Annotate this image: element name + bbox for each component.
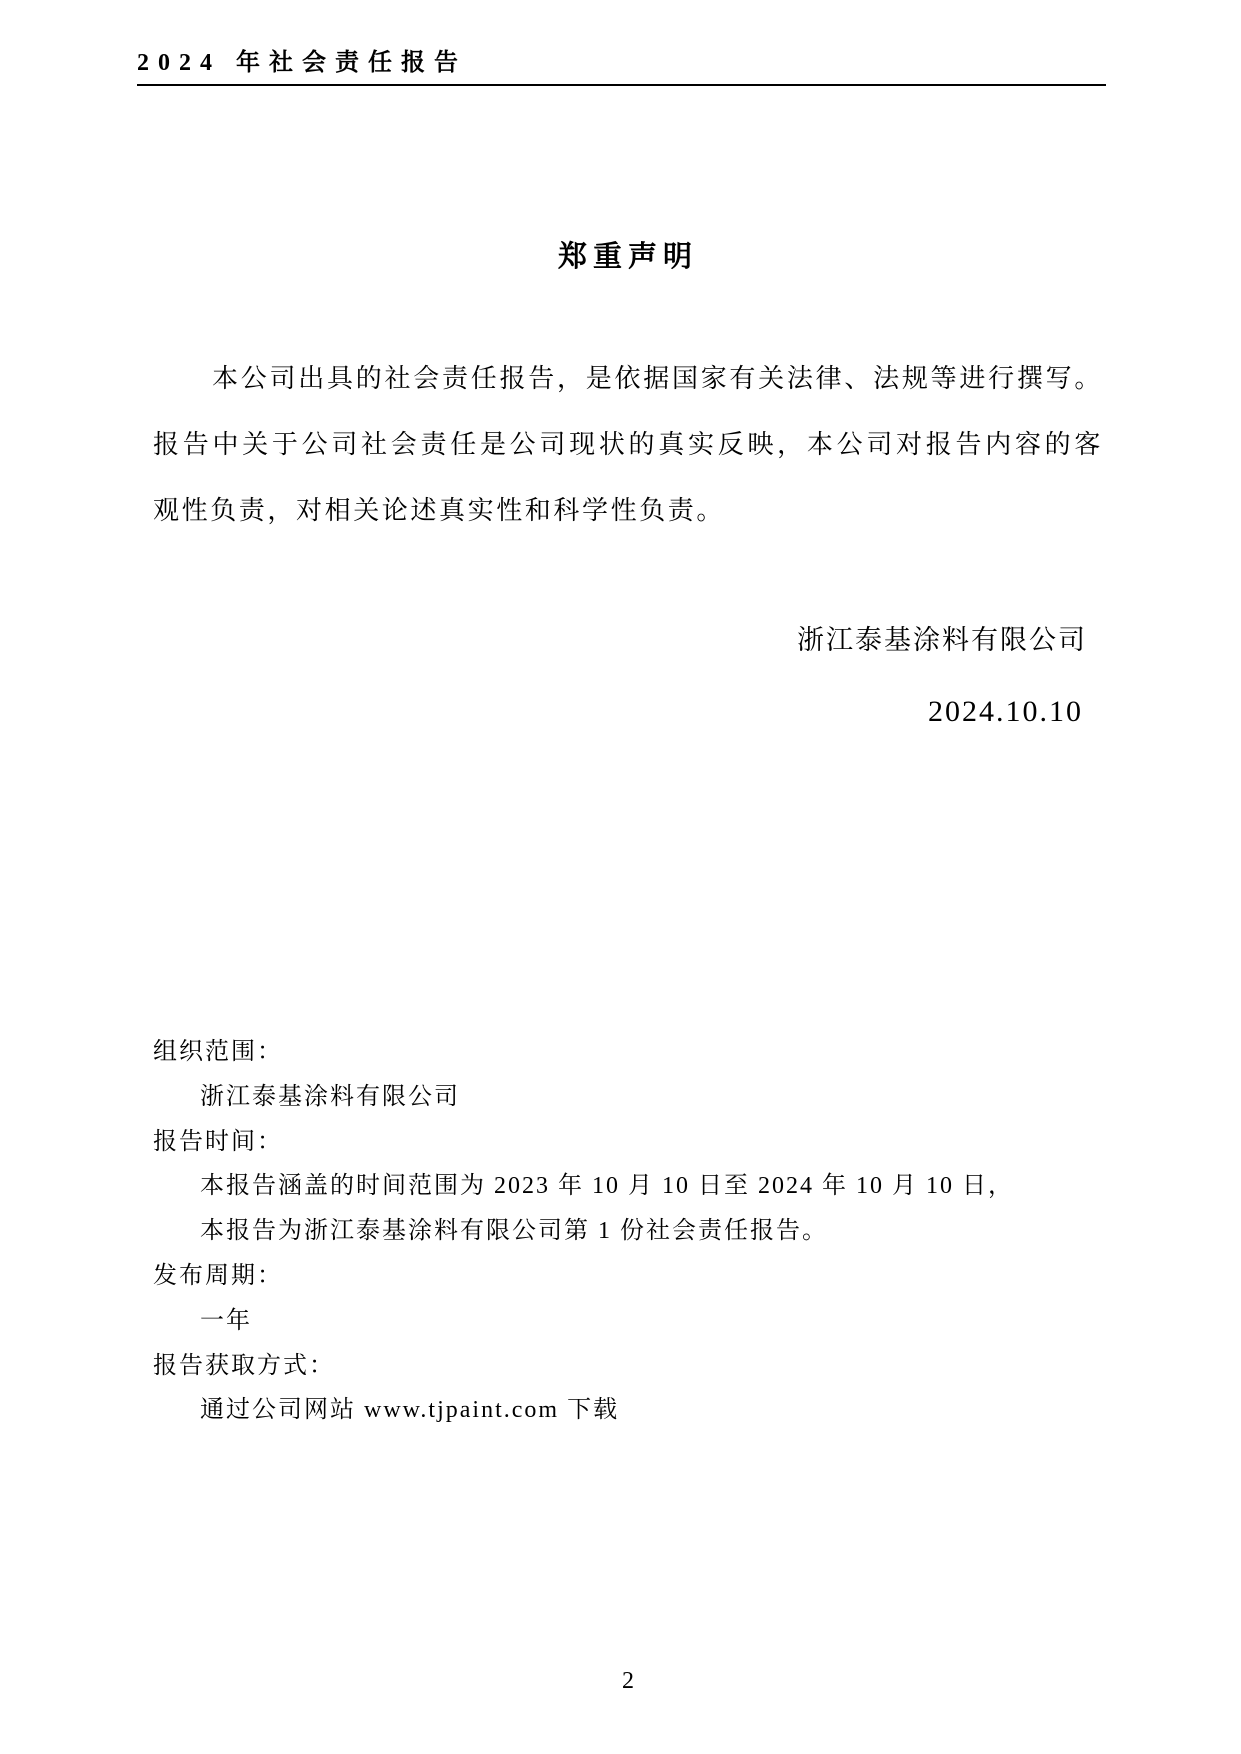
meta-label-scope: 组织范围： — [153, 1039, 283, 1065]
meta-value-access-method: 通过公司网站 www.tjpaint.com 下载 — [200, 1397, 620, 1424]
page-number: 2 — [622, 1668, 634, 1694]
page-footer — [153, 1668, 1103, 1695]
signature-date: 2024.10.10 — [928, 695, 1083, 728]
signature-company: 浙江泰基涂料有限公司 — [797, 625, 1087, 655]
meta-value-release-cycle: 一年 — [200, 1307, 252, 1334]
paragraph-line: 本公司出具的社会责任报告，是依据国家有关法律、法规等进行撰写。 — [212, 364, 1103, 393]
paragraph-line: 报告中关于公司社会责任是公司现状的真实反映，本公司对报告内容的客 — [153, 430, 1103, 459]
statement-paragraph — [153, 346, 1103, 544]
page-header — [137, 42, 1106, 86]
meta-value-report-ordinal: 本报告为浙江泰基涂料有限公司第 1 份社会责任报告。 — [200, 1218, 828, 1245]
meta-label-release-cycle: 发布周期： — [153, 1262, 283, 1289]
signature-block — [153, 618, 1103, 732]
meta-value-scope: 浙江泰基涂料有限公司 — [200, 1083, 460, 1110]
report-meta — [153, 1030, 1113, 1433]
meta-value-report-time-range: 本报告涵盖的时间范围为 2023 年 10 月 10 日至 2024 年 10 月 10 日， — [200, 1173, 1014, 1200]
statement-title: 郑重声明 — [557, 241, 698, 273]
paragraph-line: 观性负责，对相关论述真实性和科学性负责。 — [153, 496, 726, 525]
header-title: 2024 年社会责任报告 — [137, 50, 467, 76]
meta-label-access-method: 报告获取方式： — [153, 1352, 335, 1379]
meta-label-report-time: 报告时间： — [153, 1128, 283, 1155]
